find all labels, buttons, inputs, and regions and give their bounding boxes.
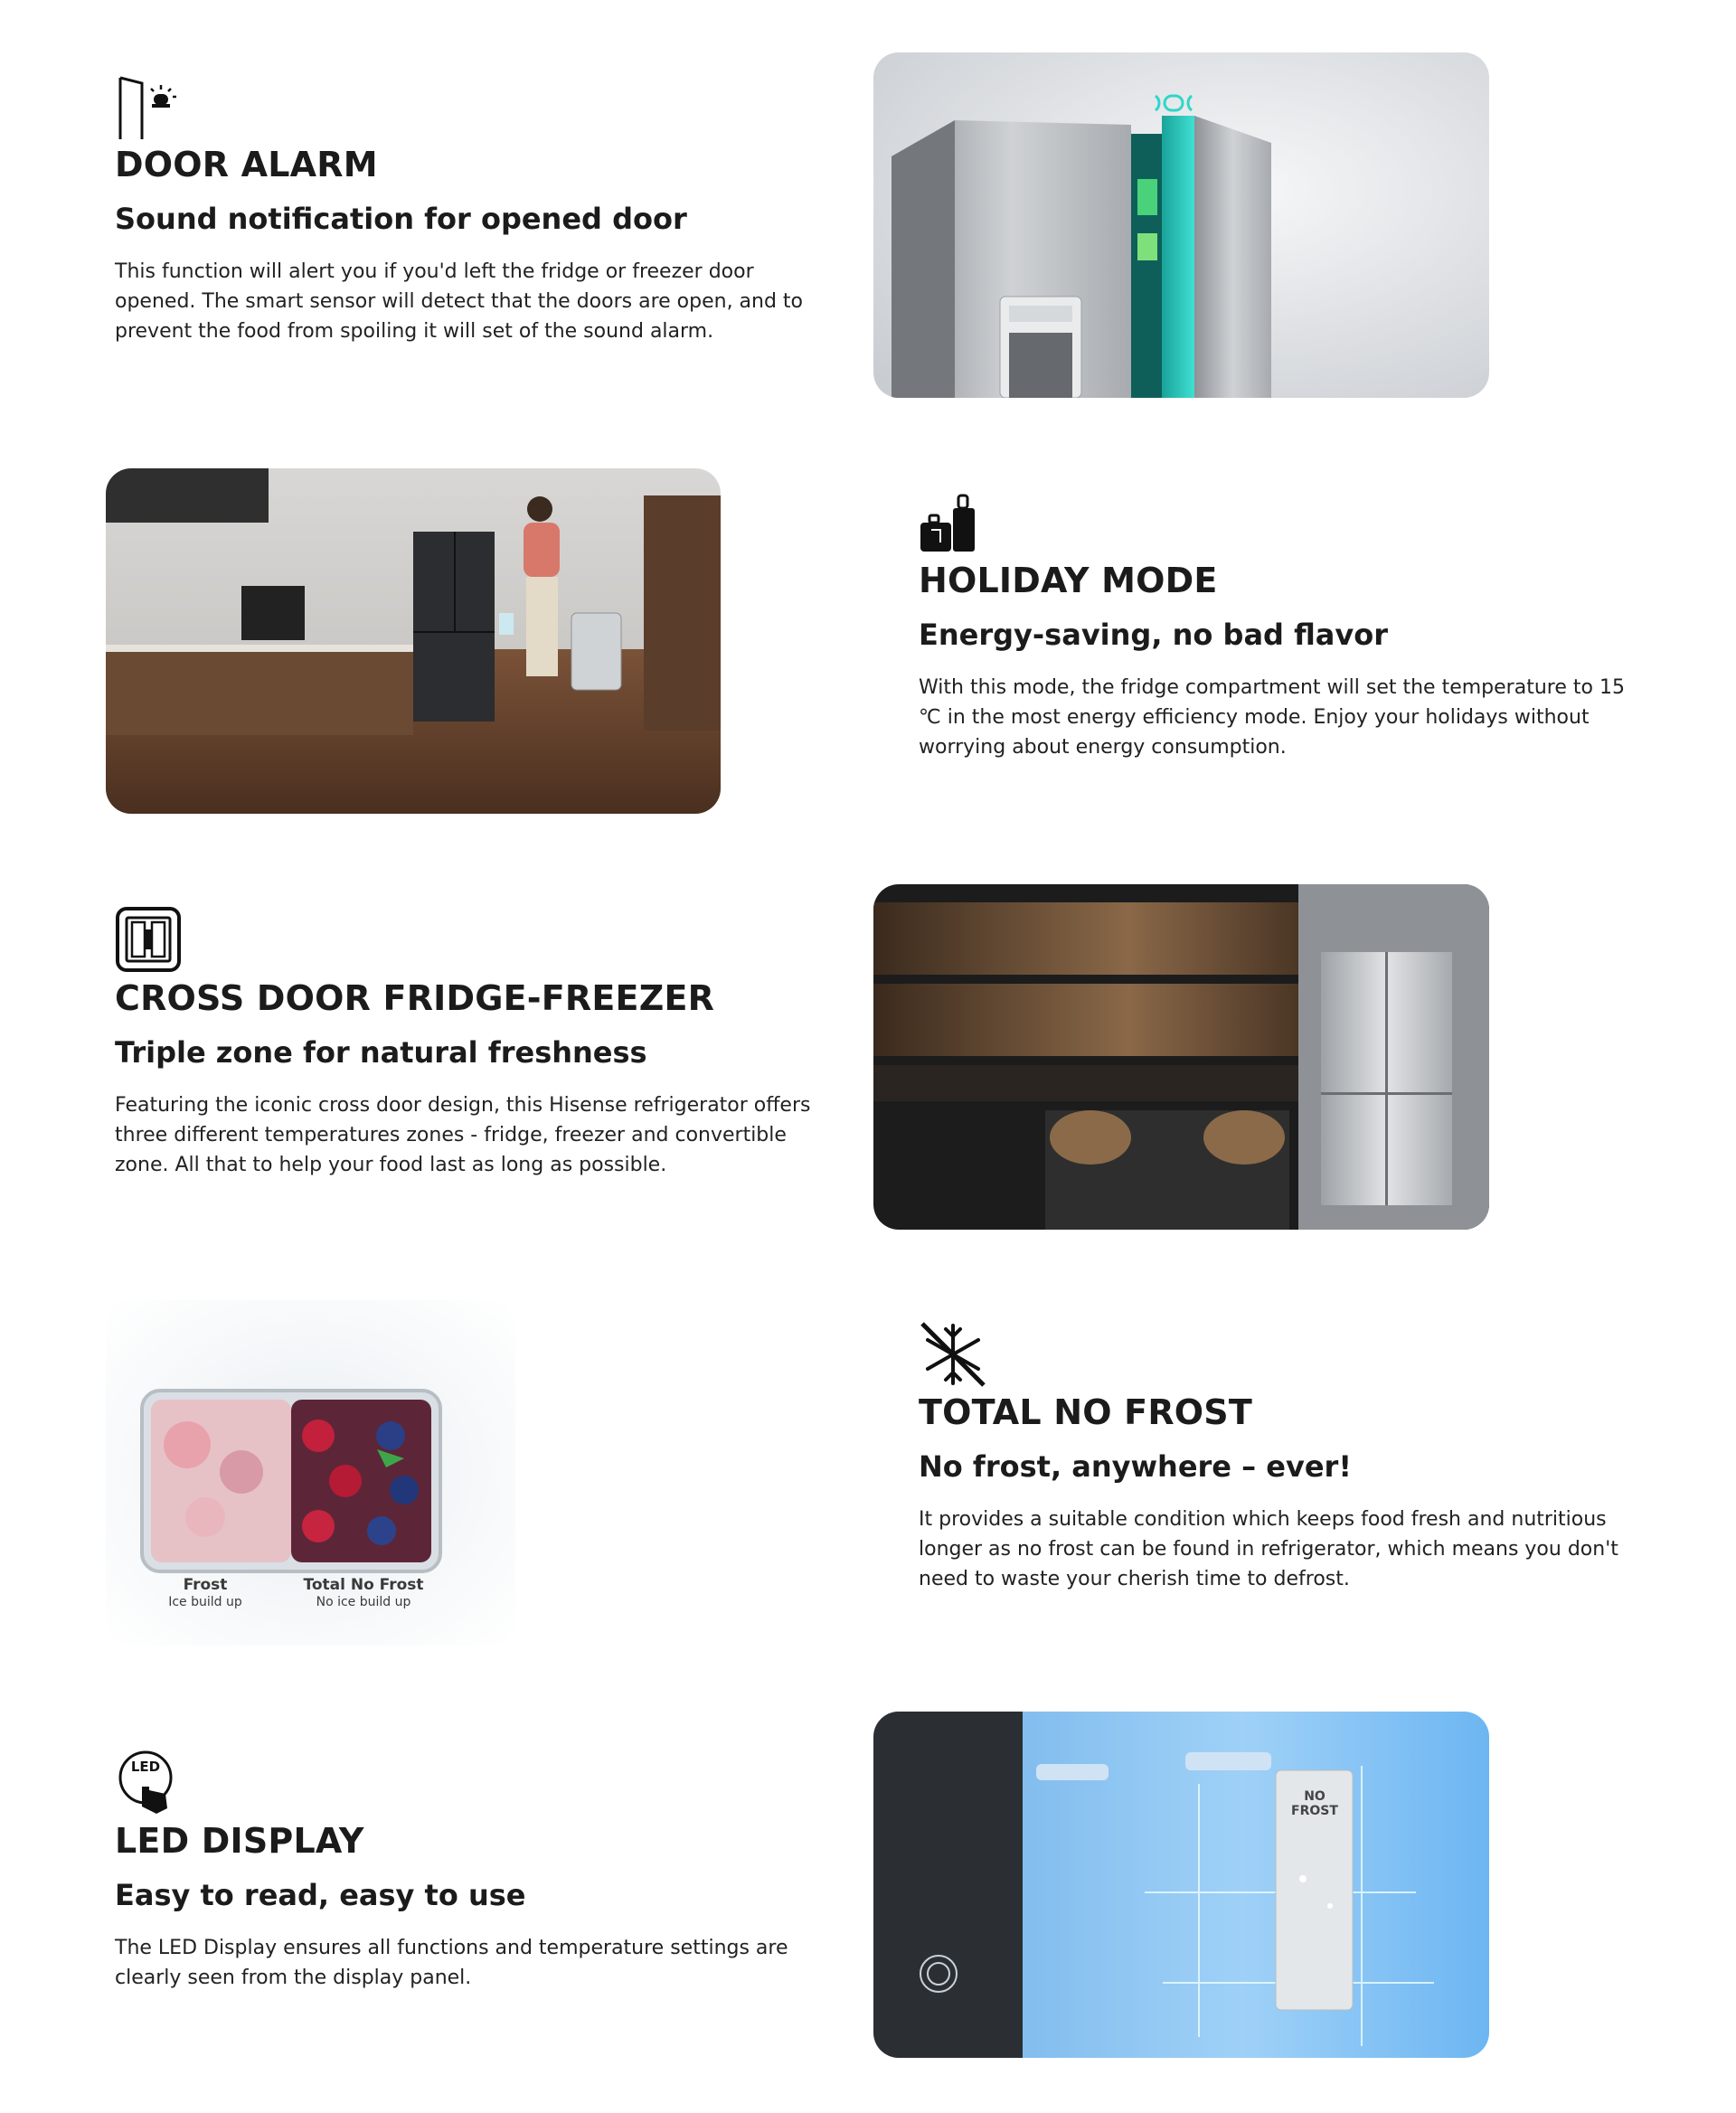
feature-text [115,72,838,346]
luggage-icon [919,488,987,557]
feature-description: Featuring the iconic cross door design, this Hisense refrigerator offers three different temperatures zones - fridge, freezer and convertible zone. All that to help your food last as long as possible. [115,1094,811,1176]
feature-text [919,488,1642,762]
feature-subtitle: Triple zone for natural freshness [115,1035,647,1070]
feature-text [919,1320,1642,1594]
feature-description: It provides a suitable condition which keeps food fresh and nutritious longer as no frost can be found in refrigerator, which means you don't need to waste your cherish time to defrost. [919,1508,1618,1590]
feature-title: TOTAL NO FROST [919,1392,1252,1432]
cross-door-fridge-icon [115,906,184,975]
feature-subtitle: Energy-saving, no bad flavor [919,618,1389,652]
feature-subtitle: Easy to read, easy to use [115,1878,526,1912]
led-touch-icon [115,1749,184,1817]
no-frost-caption-sub: No ice build up [316,1595,411,1609]
no-frost-image [106,1300,515,1646]
feature-description: The LED Display ensures all functions and temperature settings are clearly seen from the display panel. [115,1937,788,1989]
feature-description: With this mode, the fridge compartment will set the temperature to 15 ℃ in the most energy efficiency mode. Enjoy your holidays without worrying about energy consumption. [919,676,1625,759]
frost-caption [142,1576,269,1610]
frost-caption-sub: Ice build up [168,1595,242,1609]
no-frost-caption [291,1576,436,1610]
feature-text [115,1749,838,1993]
feature-title: LED DISPLAY [115,1821,364,1861]
led-panel-text: NO FROST [1291,1789,1338,1818]
feature-title: CROSS DOOR FRIDGE-FREEZER [115,978,715,1018]
cross-door-image [873,884,1489,1230]
feature-description: This function will alert you if you'd left the fridge or freezer door opened. The smart sensor will detect that the doors are open, and to prevent the food from spoiling it will set of the sound alarm. [115,260,804,343]
led-icon-text: LED [130,1759,161,1775]
feature-subtitle: Sound notification for opened door [115,202,687,236]
led-display-image [873,1712,1489,2058]
holiday-mode-image [106,468,721,814]
feature-text [115,906,838,1180]
feature-title: HOLIDAY MODE [919,561,1218,600]
no-frost-caption-title: Total No Frost [303,1576,424,1594]
no-frost-snowflake-icon [919,1320,987,1389]
door-alarm-image [873,52,1489,398]
door-alarm-icon [115,72,184,141]
feature-title: DOOR ALARM [115,145,378,184]
frost-caption-title: Frost [183,1576,228,1594]
feature-subtitle: No frost, anywhere – ever! [919,1449,1352,1484]
